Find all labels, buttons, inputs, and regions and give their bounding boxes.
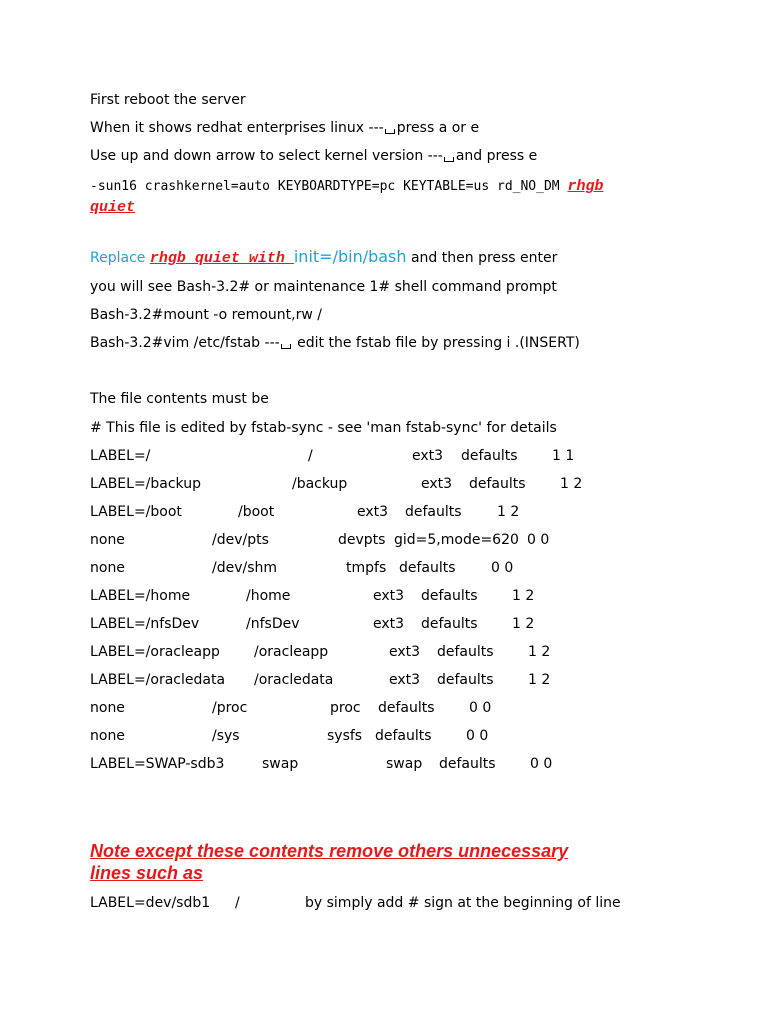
instruction-vim xyxy=(90,335,580,351)
fstab-mount-point: /dev/pts xyxy=(212,532,269,548)
file-contents-heading: The file contents must be xyxy=(90,391,269,407)
fstab-options: defaults xyxy=(439,756,496,772)
fstab-dump-pass: 0 0 xyxy=(491,560,514,576)
fstab-dump-pass: 1 2 xyxy=(528,672,551,688)
fstab-dump-pass: 1 2 xyxy=(528,644,551,660)
instruction-you-will-see: you will see Bash-3.2# or maintenance 1# shell command prompt xyxy=(90,279,557,295)
fstab-device: LABEL=/oracledata xyxy=(90,672,226,688)
replace-tail: and then press enter xyxy=(406,250,558,266)
instruction-shows-text: When it shows redhat enterprises linux --- xyxy=(90,120,384,136)
fstab-dump-pass: 1 1 xyxy=(552,448,575,464)
fstab-device: none xyxy=(90,532,125,548)
fstab-mount-point: /oracleapp xyxy=(254,644,329,660)
instruction-shows xyxy=(90,120,479,136)
last-line-label: LABEL=dev/sdb1 xyxy=(90,895,211,911)
note-line-2: lines such as xyxy=(90,863,204,883)
fstab-dump-pass: 0 0 xyxy=(530,756,553,772)
fstab-mount-point: /oracledata xyxy=(254,672,334,688)
fstab-device: LABEL=/oracleapp xyxy=(90,644,220,660)
replace-highlight: rhgb quiet with xyxy=(149,250,294,267)
fstab-fs-type: ext3 xyxy=(373,588,405,604)
fstab-device: LABEL=/ xyxy=(90,448,151,464)
instruction-mount: Bash-3.2#mount -o remount,rw / xyxy=(90,307,322,323)
fstab-device: LABEL=SWAP-sdb3 xyxy=(90,756,225,772)
instruction-arrow xyxy=(90,148,537,164)
fstab-mount-point: /proc xyxy=(212,700,248,716)
fstab-options: defaults xyxy=(378,700,435,716)
instruction-vim-text: Bash-3.2#vim /etc/fstab --- xyxy=(90,335,280,351)
instruction-arrow-action: and press e xyxy=(455,148,538,164)
kernel-quiet-highlight: quiet xyxy=(90,199,136,216)
fstab-mount-point: swap xyxy=(262,756,299,772)
arrow-icon xyxy=(385,129,395,134)
fstab-dump-pass: 1 2 xyxy=(560,476,583,492)
replace-word: Replace xyxy=(90,250,150,266)
kernel-command-line xyxy=(90,178,603,195)
instruction-reboot: First reboot the server xyxy=(90,92,246,108)
fstab-fs-type: proc xyxy=(330,700,361,716)
fstab-options: defaults xyxy=(421,588,478,604)
fstab-device: LABEL=/backup xyxy=(90,476,201,492)
fstab-dump-pass: 1 2 xyxy=(497,504,520,520)
last-line-mount: / xyxy=(235,895,240,911)
fstab-device: LABEL=/boot xyxy=(90,504,182,520)
last-line-text: by simply add # sign at the beginning of line xyxy=(305,895,621,911)
replace-init: init=/bin/bash xyxy=(293,247,407,266)
fstab-options: defaults xyxy=(437,672,494,688)
kernel-rhgb-highlight: rhgb xyxy=(567,178,604,195)
fstab-fs-type: swap xyxy=(386,756,423,772)
fstab-mount-point: /backup xyxy=(292,476,348,492)
fstab-options: gid=5,mode=620 xyxy=(394,532,519,548)
fstab-mount-point: /dev/shm xyxy=(212,560,278,576)
fstab-fs-type: sysfs xyxy=(327,728,363,744)
fstab-mount-point: /sys xyxy=(212,728,240,744)
kernel-command-line-cont xyxy=(90,199,135,216)
fstab-mount-point: / xyxy=(308,448,313,464)
fstab-options: defaults xyxy=(469,476,526,492)
instruction-shows-action: press a or e xyxy=(396,120,480,136)
instruction-arrow-text: Use up and down arrow to select kernel version --- xyxy=(90,148,443,164)
fstab-fs-type: ext3 xyxy=(412,448,444,464)
fstab-options: defaults xyxy=(375,728,432,744)
arrow-icon xyxy=(444,157,454,162)
fstab-options: defaults xyxy=(405,504,462,520)
fstab-mount-point: /home xyxy=(246,588,291,604)
fstab-fs-type: ext3 xyxy=(357,504,389,520)
fstab-dump-pass: 0 0 xyxy=(469,700,492,716)
fstab-dump-pass: 1 2 xyxy=(512,588,535,604)
fstab-options: defaults xyxy=(399,560,456,576)
fstab-fs-type: devpts xyxy=(338,532,386,548)
fstab-fs-type: ext3 xyxy=(389,672,421,688)
fstab-device: none xyxy=(90,700,125,716)
fstab-dump-pass: 0 0 xyxy=(527,532,550,548)
fstab-device: LABEL=/nfsDev xyxy=(90,616,200,632)
fstab-comment: # This file is edited by fstab-sync - see 'man fstab-sync' for details xyxy=(90,420,557,436)
arrow-icon xyxy=(281,344,291,349)
fstab-device: none xyxy=(90,728,125,744)
instruction-vim-action: edit the fstab file by pressing i .(INSERT) xyxy=(292,335,580,351)
fstab-mount-point: /nfsDev xyxy=(246,616,300,632)
instruction-replace xyxy=(90,247,557,267)
note-line-1: Note except these contents remove others unnecessary xyxy=(90,841,569,861)
fstab-options: defaults xyxy=(437,644,494,660)
fstab-fs-type: ext3 xyxy=(389,644,421,660)
fstab-options: defaults xyxy=(461,448,518,464)
fstab-options: defaults xyxy=(421,616,478,632)
fstab-dump-pass: 0 0 xyxy=(466,728,489,744)
fstab-dump-pass: 1 2 xyxy=(512,616,535,632)
fstab-fs-type: ext3 xyxy=(373,616,405,632)
fstab-fs-type: tmpfs xyxy=(346,560,387,576)
fstab-fs-type: ext3 xyxy=(421,476,453,492)
kernel-command-text: -sun16 crashkernel=auto KEYBOARDTYPE=pc KEYTABLE=us rd_NO_DM xyxy=(90,179,568,194)
fstab-mount-point: /boot xyxy=(238,504,275,520)
fstab-device: none xyxy=(90,560,125,576)
fstab-device: LABEL=/home xyxy=(90,588,191,604)
